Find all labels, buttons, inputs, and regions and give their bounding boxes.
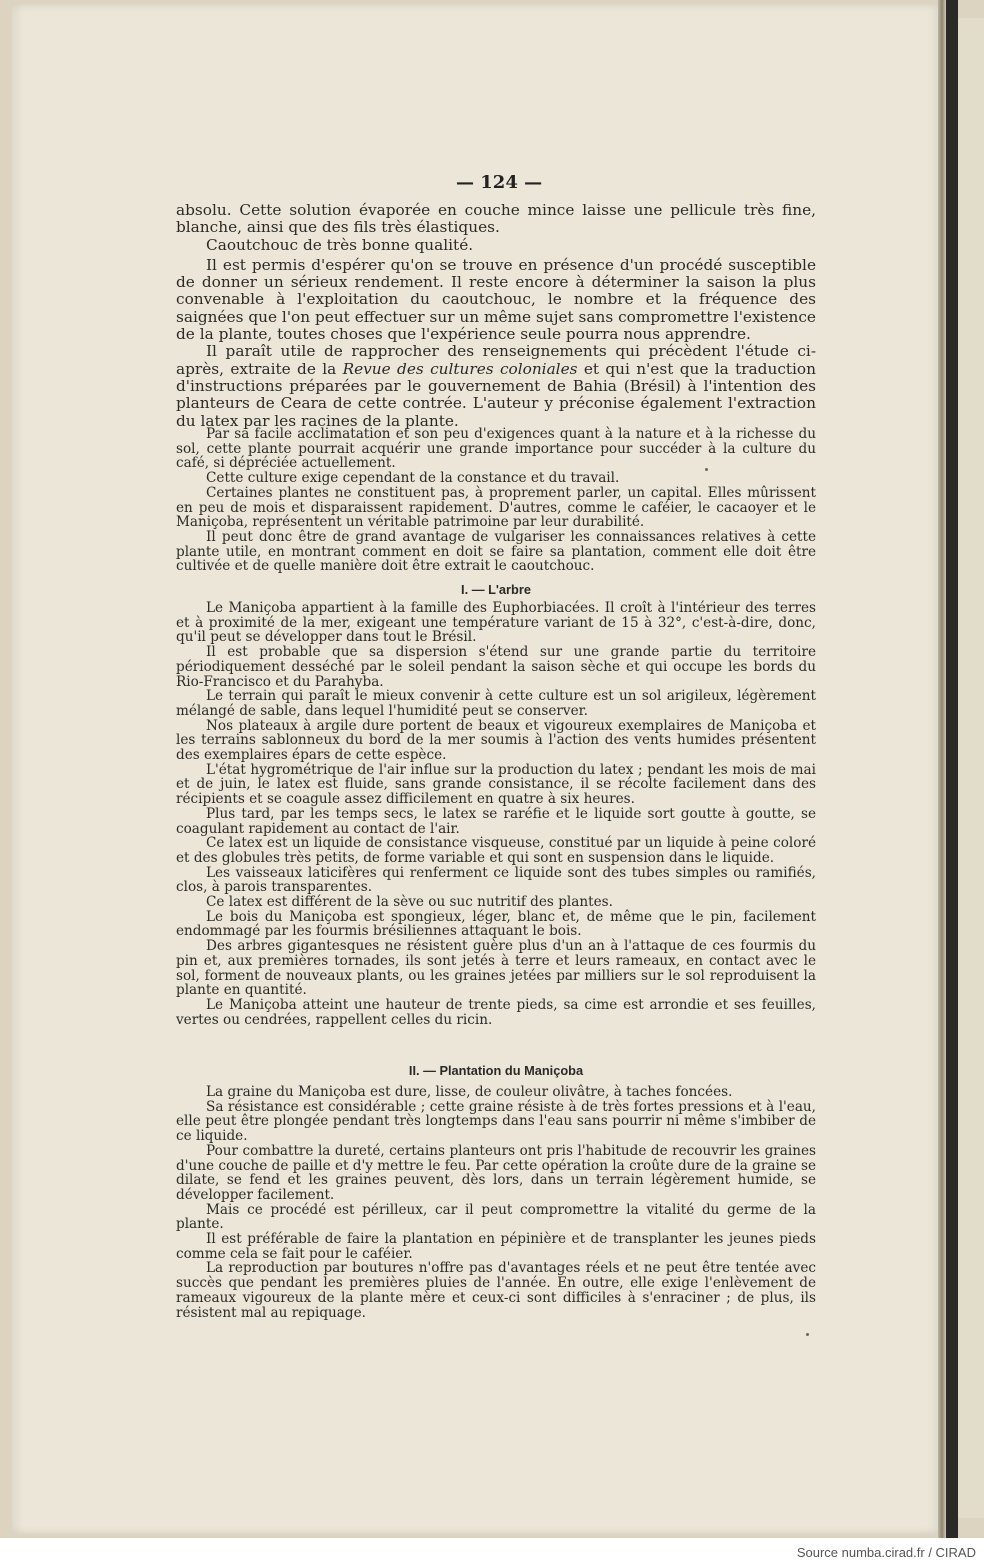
section-plantation	[176, 1063, 816, 1320]
preamble-paragraph: Par sa facile acclimatation et son peu d'exigences quant à la nature et à la richesse du sol, cette plante pourrait acquérir une grande importance pour succéder à la culture du café, si dépréciée actuellement.	[176, 426, 816, 472]
ink-speck	[806, 1333, 809, 1336]
page-number: — 124 —	[456, 172, 543, 193]
intro-paragraph: Il est permis d'espérer qu'on se trouve en présence d'un procédé susceptible de donner un sérieux rendement. Il reste encore à déterminer la saison la plus convenable à l'exploitation du caoutchouc, le nombre et la fréquence des saignées que l'on peut effectuer sur un même sujet sans compromettre l'existence de la plante, toutes choses que l'expérience seule pourra nous apprendre.	[176, 255, 816, 344]
intro-text	[176, 202, 816, 430]
preamble-quote	[176, 427, 816, 574]
section-paragraph: La graine du Maniçoba est dure, lisse, de couleur olivâtre, à taches foncées.	[206, 1084, 733, 1100]
preamble-paragraph: Cette culture exige cependant de la constance et du travail.	[206, 470, 620, 487]
section-paragraph: Des arbres gigantesques ne résistent guère plus d'un an à l'attaque de ces fourmis du pin et, aux premières tornades, ils sont jetés à terre et leurs rameaux, en contact avec le sol, forment de nouveaux plants, ou les graines jetées par milliers sur le sol reproduisent la plante en quantité.	[176, 938, 816, 999]
section-heading: II. — Plantation du Maniçoba	[408, 1063, 584, 1078]
section-paragraph: Ce latex est un liquide de consistance visqueuse, constitué par un liquide à peine coloré et des globules très petits, de forme variable et qui sont en suspension dans le liquide.	[176, 835, 816, 866]
ink-speck	[705, 468, 708, 471]
section-paragraph: Pour combattre la dureté, certains planteurs ont pris l'habitude de recouvrir les graines d'une couche de paille et d'y mettre le feu. Par cette opération la croûte dure de la graine se dilate, se fend et les graines peuvent, dès lors, dans un terrain légèrement humide, se développer facilement.	[176, 1142, 816, 1203]
intro-paragraph: Caoutchouc de très bonne qualité.	[206, 235, 474, 254]
citation-trail-text: et qui n'est que la traduction d'instructions préparées par le gouvernement de Bahia (Brésil) à l'intention des planteurs de Ceara de cette contrée. L'auteur y préconise également l'extraction du latex par les racines de la plante.	[176, 359, 816, 430]
journal-title: Revue des cultures coloniales	[342, 359, 578, 378]
section-arbre	[176, 582, 816, 1027]
section-heading: I. — L'arbre	[461, 582, 531, 597]
section-paragraph: Il est préférable de faire la plantation en pépinière et de transplanter les jeunes pieds comme cela se fait pour le caféier.	[176, 1231, 816, 1262]
section-paragraph: Ce latex est différent de la sève ou suc nutritif des plantes.	[206, 894, 613, 911]
citation-lead-text: Il paraît utile de rapprocher des renseignements qui précèdent l'étude ci-après, extraite de la	[176, 342, 816, 378]
section-paragraph: Il est probable que sa dispersion s'étend sur une grande partie du territoire périodiquement desséché par le soleil pendant la saison sèche et qui occupe les bords du Rio-Francisco et du Parahyba.	[176, 644, 816, 690]
preamble-paragraph: Certaines plantes ne constituent pas, à proprement parler, un capital. Elles mûrissent en peu de mois et disparaissent rapidement. D'autres, comme le caféier, le cacaoyer et le Maniçoba, représentent un véritable patrimoine par leur durabilité.	[176, 484, 816, 531]
preamble-paragraph: Il peut donc être de grand avantage de vulgariser les connaissances relatives à cette plante utile, en montrant comment en doit se faire sa plantation, comment elle doit être cultivée et de quelle manière doit être extrait le caoutchouc.	[176, 528, 816, 575]
adjacent-page-edge	[958, 18, 984, 1518]
book-edge	[946, 0, 958, 1538]
section-paragraph: L'état hygrométrique de l'air influe sur la production du latex ; pendant les mois de mai et de juin, le latex est fluide, sans grande consistance, il se récolte facilement dans des récipients et se coagule assez difficilement en quatre à six heures.	[176, 761, 816, 808]
section-paragraph: Nos plateaux à argile dure portent de beaux et vigoureux exemplaires de Maniçoba et les terrains sablonneux du bord de la mer soumis à l'action des vents humides présentent des exemplaires épars de cette espèce.	[176, 717, 816, 764]
section-paragraph: Sa résistance est considérable ; cette graine résiste à de très fortes pressions et à l'eau, elle peut être plongée pendant très longtemps dans l'eau sans pourrir ni même s'imbiber de ce liquide.	[176, 1098, 816, 1145]
section-paragraph: Le Maniçoba atteint une hauteur de trente pieds, sa cime est arrondie et ses feuilles, vertes ou cendrées, rappellent celles du ricin.	[176, 996, 816, 1028]
source-credit: Source numba.cirad.fr / CIRAD	[796, 1545, 976, 1560]
intro-paragraph-citation	[176, 343, 816, 429]
section-paragraph: Plus tard, par les temps secs, le latex se raréfie et le liquide sort goutte à goutte, se coagulant rapidement au contact de l'air.	[176, 805, 816, 837]
section-paragraph: La reproduction par boutures n'offre pas d'avantages réels et ne peut être tentée avec succès que pendant les premières pluies de l'année. En outre, elle exige l'enlèvement de rameaux vigoureux de la plante mère et ceux-ci sont difficiles à s'enraciner ; de plus, ils résistent mal au repiquage.	[176, 1260, 816, 1321]
section-paragraph: Le bois du Maniçoba est spongieux, léger, blanc et, de même que le pin, facilement endommagé par les fourmis brésiliennes attaquant le bois.	[176, 908, 816, 940]
section-paragraph: Mais ce procédé est périlleux, car il peut compromettre la vitalité du germe de la plante.	[176, 1201, 816, 1233]
section-paragraph: Le Maniçoba appartient à la famille des Euphorbiacées. Il croît à l'intérieur des terres et à proximité de la mer, exigeant une température variant de 15 à 32°, c'est-à-dire, donc, qu'il peut se développer dans tout le Brésil.	[176, 600, 816, 646]
section-paragraph: Le terrain qui paraît le mieux convenir à cette culture est un sol arigileux, légèrement mélangé de sable, dans lequel l'humidité peut se conserver.	[176, 688, 816, 719]
intro-paragraph: absolu. Cette solution évaporée en couche mince laisse une pellicule très fine, blanche, ainsi que des fils très élastiques.	[176, 201, 816, 237]
section-paragraph: Les vaisseaux laticifères qui renferment ce liquide sont des tubes simples ou ramifiés, clos, à parois transparentes.	[176, 864, 816, 896]
book-spine	[938, 0, 946, 1538]
